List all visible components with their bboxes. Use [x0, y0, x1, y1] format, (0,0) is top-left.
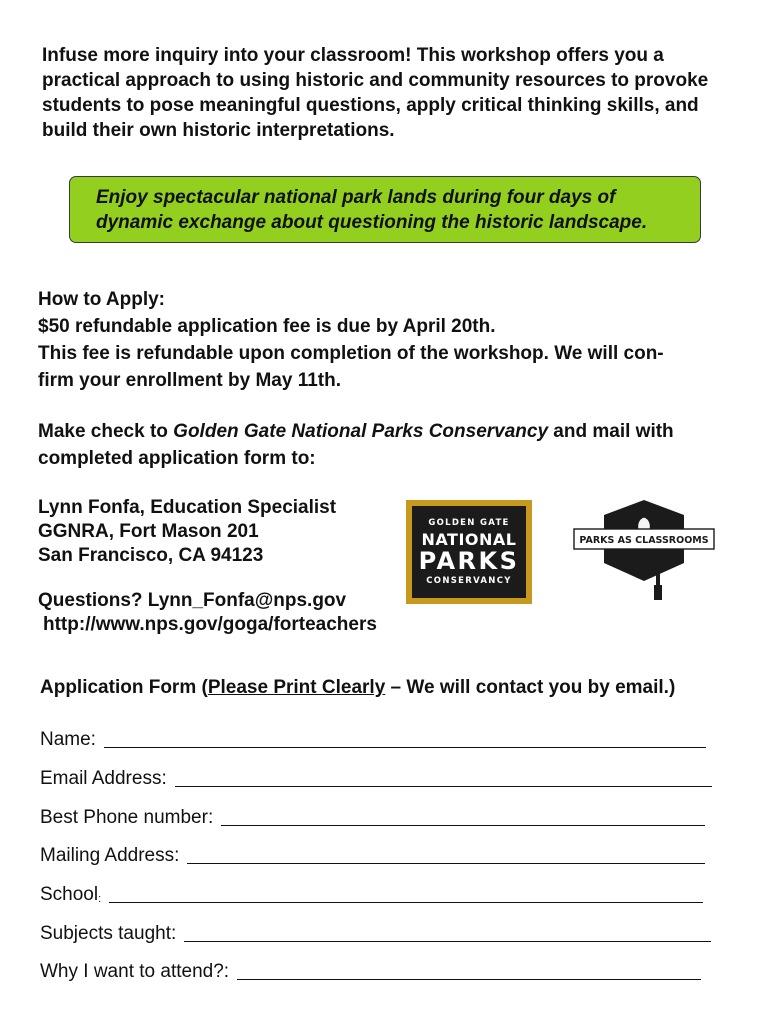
address-line1: Lynn Fonfa, Education Specialist: [38, 497, 337, 518]
mortarboard-shape: [604, 549, 684, 581]
school-label: School: [40, 884, 99, 905]
refund-text-line1: This fee is refundable upon completion of the workshop. We will con-: [38, 343, 664, 364]
ggnpc-logo-line4: CONSERVANCY: [426, 576, 512, 586]
mailing-address-input-line[interactable]: [187, 863, 705, 864]
email-field[interactable]: [40, 764, 712, 790]
subjects-input-line[interactable]: [184, 941, 711, 942]
name-label: Name:: [40, 729, 96, 750]
how-to-apply-section: [38, 286, 664, 394]
why-attend-field[interactable]: [40, 957, 701, 983]
arrowhead-top-shape: [604, 500, 684, 515]
contact-info: [38, 589, 377, 637]
mailing-address-field[interactable]: [40, 841, 705, 867]
intro-paragraph: Infuse more inquiry into your classroom! This workshop offers you a practical approach to using historic and community resources to provoke students to pose meaningful questions, apply critical thinking skills, and build their own historic interpretations.: [42, 45, 709, 141]
phone-field[interactable]: [40, 803, 705, 829]
refund-text-line2: firm your enrollment by May 11th.: [38, 370, 342, 391]
payee-name: Golden Gate National Parks Conservancy: [173, 421, 549, 442]
mailing-address-label: Mailing Address:: [40, 845, 180, 866]
payment-suffix: and mail with: [548, 421, 674, 442]
email-label: Email Address:: [40, 768, 167, 789]
address-line2: GGNRA, Fort Mason 201: [38, 521, 259, 542]
payment-line1: [38, 418, 674, 445]
why-attend-label: Why I want to attend?:: [40, 961, 230, 982]
address-line3: San Francisco, CA 94123: [38, 545, 264, 566]
payment-instructions: [38, 418, 674, 472]
payment-prefix: Make check to: [38, 421, 174, 442]
parks-as-classrooms-logo: [568, 497, 720, 603]
form-title-prefix: Application Form (: [40, 677, 208, 698]
form-title-underlined: Please Print Clearly: [207, 677, 386, 698]
school-input-line[interactable]: [109, 902, 703, 903]
payment-line2: completed application form to:: [38, 448, 316, 469]
name-field[interactable]: [40, 725, 706, 751]
pac-logo-text: PARKS AS CLASSROOMS: [579, 535, 709, 546]
phone-label: Best Phone number:: [40, 807, 214, 828]
school-field[interactable]: [40, 880, 703, 906]
ggnpc-logo-line1: GOLDEN GATE: [428, 518, 510, 528]
name-input-line[interactable]: [104, 747, 706, 748]
ggnpc-logo: [406, 500, 532, 604]
application-form-title: [40, 675, 675, 701]
mailing-address: [38, 496, 336, 568]
why-attend-input-line[interactable]: [237, 979, 701, 980]
how-to-apply-heading: How to Apply:: [38, 289, 165, 310]
fee-due-text: $50 refundable application fee is due by April 20th.: [38, 316, 496, 337]
subjects-field[interactable]: [40, 919, 711, 945]
subjects-label: Subjects taught:: [40, 923, 177, 944]
teachers-url[interactable]: http://www.nps.gov/goga/forteachers: [43, 614, 377, 635]
ggnpc-logo-line3: PARKS: [418, 547, 520, 575]
tassel-icon: [654, 585, 662, 600]
school-colon: :: [98, 893, 102, 905]
highlight-callout: Enjoy spectacular national park lands during four days of dynamic exchange about questioning the historic landscape.: [69, 176, 701, 243]
questions-email[interactable]: Questions? Lynn_Fonfa@nps.gov: [38, 590, 347, 611]
form-title-suffix: – We will contact you by email.): [385, 677, 676, 698]
ggnpc-logo-line2: NATIONAL: [421, 530, 517, 549]
email-input-line[interactable]: [175, 786, 712, 787]
phone-input-line[interactable]: [221, 825, 705, 826]
